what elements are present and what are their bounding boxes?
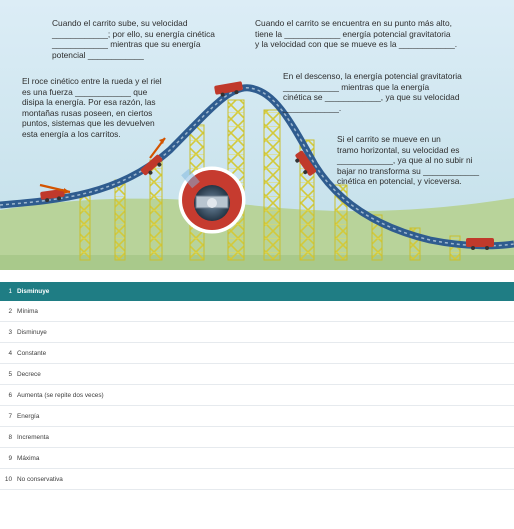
option-number: 5 [8, 370, 12, 378]
option-number: 2 [8, 307, 12, 315]
text-block-descenso: En el descenso, la energía potencial gravitatoria ____________ mientras que la energía cinética se ____________, ya que su velocidad ____________. [283, 71, 462, 113]
option-number: 10 [4, 475, 12, 483]
option-item-9[interactable] [0, 448, 514, 469]
text-block-horizontal: Si el carrito se mueve en un tramo horizontal, su velocidad es ____________, ya que al no subir ni bajar no transforma su ____________ cinética en potencial, y viceversa. [337, 134, 480, 187]
option-number: 9 [8, 454, 12, 462]
option-item-10[interactable] [0, 469, 514, 490]
option-label: No conservativa [17, 475, 63, 483]
option-number: 4 [8, 349, 12, 357]
option-item-4[interactable] [0, 343, 514, 364]
option-label: Energía [17, 412, 40, 420]
option-label: Aumenta (se repite dos veces) [17, 391, 104, 399]
option-item-7[interactable] [0, 406, 514, 427]
option-item-3[interactable] [0, 322, 514, 343]
option-label: Máxima [17, 454, 40, 462]
option-label: Constante [17, 349, 47, 357]
text-block-ascenso: Cuando el carrito sube, su velocidad ____________; por ello, su energía cinética ____________ mientras que su energía potencial ____________ [52, 18, 215, 60]
ground [0, 255, 514, 270]
option-label: Disminuye [17, 328, 47, 336]
text-block-punto-alto: Cuando el carrito se encuentra en su punto más alto, tiene la ____________ energía potencial gravitatoria y la velocidad con que se mueve es la ____________. [255, 18, 458, 50]
option-item-6[interactable] [0, 385, 514, 406]
option-item-5[interactable] [0, 364, 514, 385]
answer-options-list [0, 282, 514, 490]
option-label: Incrementa [17, 433, 49, 441]
option-label: Decrece [17, 370, 41, 378]
option-label: Mínima [17, 307, 38, 315]
option-number: 6 [8, 391, 12, 399]
wheel-zoom-detail [180, 168, 244, 232]
option-number: 8 [8, 433, 12, 441]
option-item-1[interactable] [0, 282, 514, 301]
option-number: 3 [8, 328, 12, 336]
option-item-8[interactable] [0, 427, 514, 448]
option-item-2[interactable] [0, 301, 514, 322]
text-block-roce: El roce cinético entre la rueda y el riel es una fuerza ____________ que disipa la energía. Por esa razón, las montañas rusas poseen, en ciertos puntos, sistemas que les devuelven esta energía a los carritos. [22, 76, 162, 139]
option-number: 1 [8, 288, 12, 295]
option-label: Disminuye [17, 288, 50, 295]
option-number: 7 [8, 412, 12, 420]
